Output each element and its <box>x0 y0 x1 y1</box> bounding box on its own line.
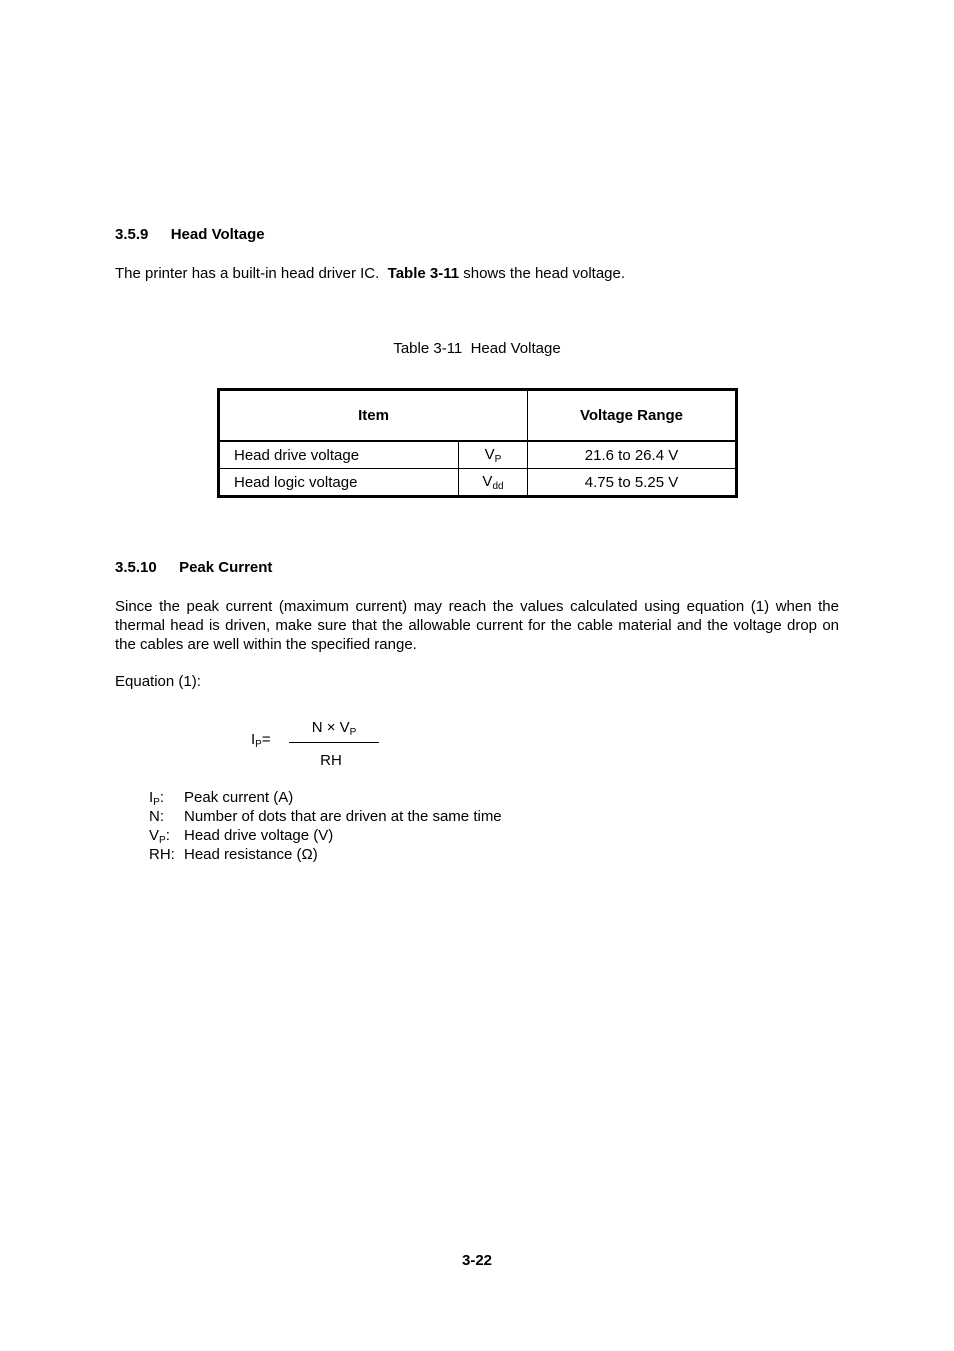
page-number: 3-22 <box>461 1252 493 1269</box>
legend-symbol: N: <box>149 808 164 825</box>
peak-current-paragraph: Since the peak current (maximum current) may reach the values calculated using equation (1) when the thermal head is driven, make sure that the allowable current for the cable material and the voltage drop on the cables are well within the specified range. <box>115 598 839 653</box>
symbol-sub: P <box>494 453 502 465</box>
lhs-sub: P <box>255 739 262 750</box>
table-row <box>219 441 737 469</box>
lhs-main: I <box>251 731 256 748</box>
equation-lhs <box>251 731 271 750</box>
legend-symbol: $V_P$: <box>149 827 170 846</box>
table-row <box>219 469 737 497</box>
row-item: Head logic voltage <box>219 469 459 497</box>
row-range: 21.6 to 26.4 V <box>528 441 737 469</box>
legend-description: Peak current (A) <box>184 789 294 806</box>
legend-symbol: $I_P$: <box>149 789 165 808</box>
table-reference: Table 3-11 <box>387 265 460 282</box>
section-title: Peak Current <box>179 559 273 576</box>
table-header-row <box>219 390 737 442</box>
symbol-main: V <box>482 472 493 490</box>
section-heading-head-voltage <box>115 226 265 243</box>
legend-description: Head resistance (Ω) <box>184 846 318 863</box>
row-symbol <box>459 469 528 497</box>
legend-description: Number of dots that are driven at the same time <box>184 808 502 825</box>
header-item: Item <box>219 390 528 442</box>
intro-paragraph <box>115 264 625 283</box>
row-symbol <box>459 441 528 469</box>
fraction-bar <box>289 742 379 743</box>
symbol-sub: dd <box>492 480 504 492</box>
section-number: 3.5.10 <box>115 559 157 576</box>
header-voltage-range: Voltage Range <box>528 390 737 442</box>
section-heading-peak-current <box>115 559 272 576</box>
row-range: 4.75 to 5.25 V <box>528 469 737 497</box>
numerator-main: N × V <box>311 719 350 736</box>
row-item: Head drive voltage <box>219 441 459 469</box>
head-voltage-table <box>217 388 738 498</box>
intro-text-end: shows the head voltage. <box>459 265 626 282</box>
section-number: 3.5.9 <box>115 226 149 243</box>
section-title: Head Voltage <box>170 226 265 243</box>
legend-symbol: RH: <box>149 846 175 863</box>
numerator-sub: P <box>349 727 357 738</box>
equation-numerator <box>289 719 379 738</box>
legend-description: Head drive voltage (V) <box>184 827 334 844</box>
equation-denominator: RH <box>320 752 342 769</box>
symbol-main: V <box>484 445 495 463</box>
equation-label: Equation (1): <box>115 673 201 690</box>
table-caption: Table 3-11 Head Voltage <box>393 340 561 357</box>
equals-sign: = <box>261 731 271 748</box>
intro-text: The printer has a built-in head driver IC. <box>115 265 388 282</box>
